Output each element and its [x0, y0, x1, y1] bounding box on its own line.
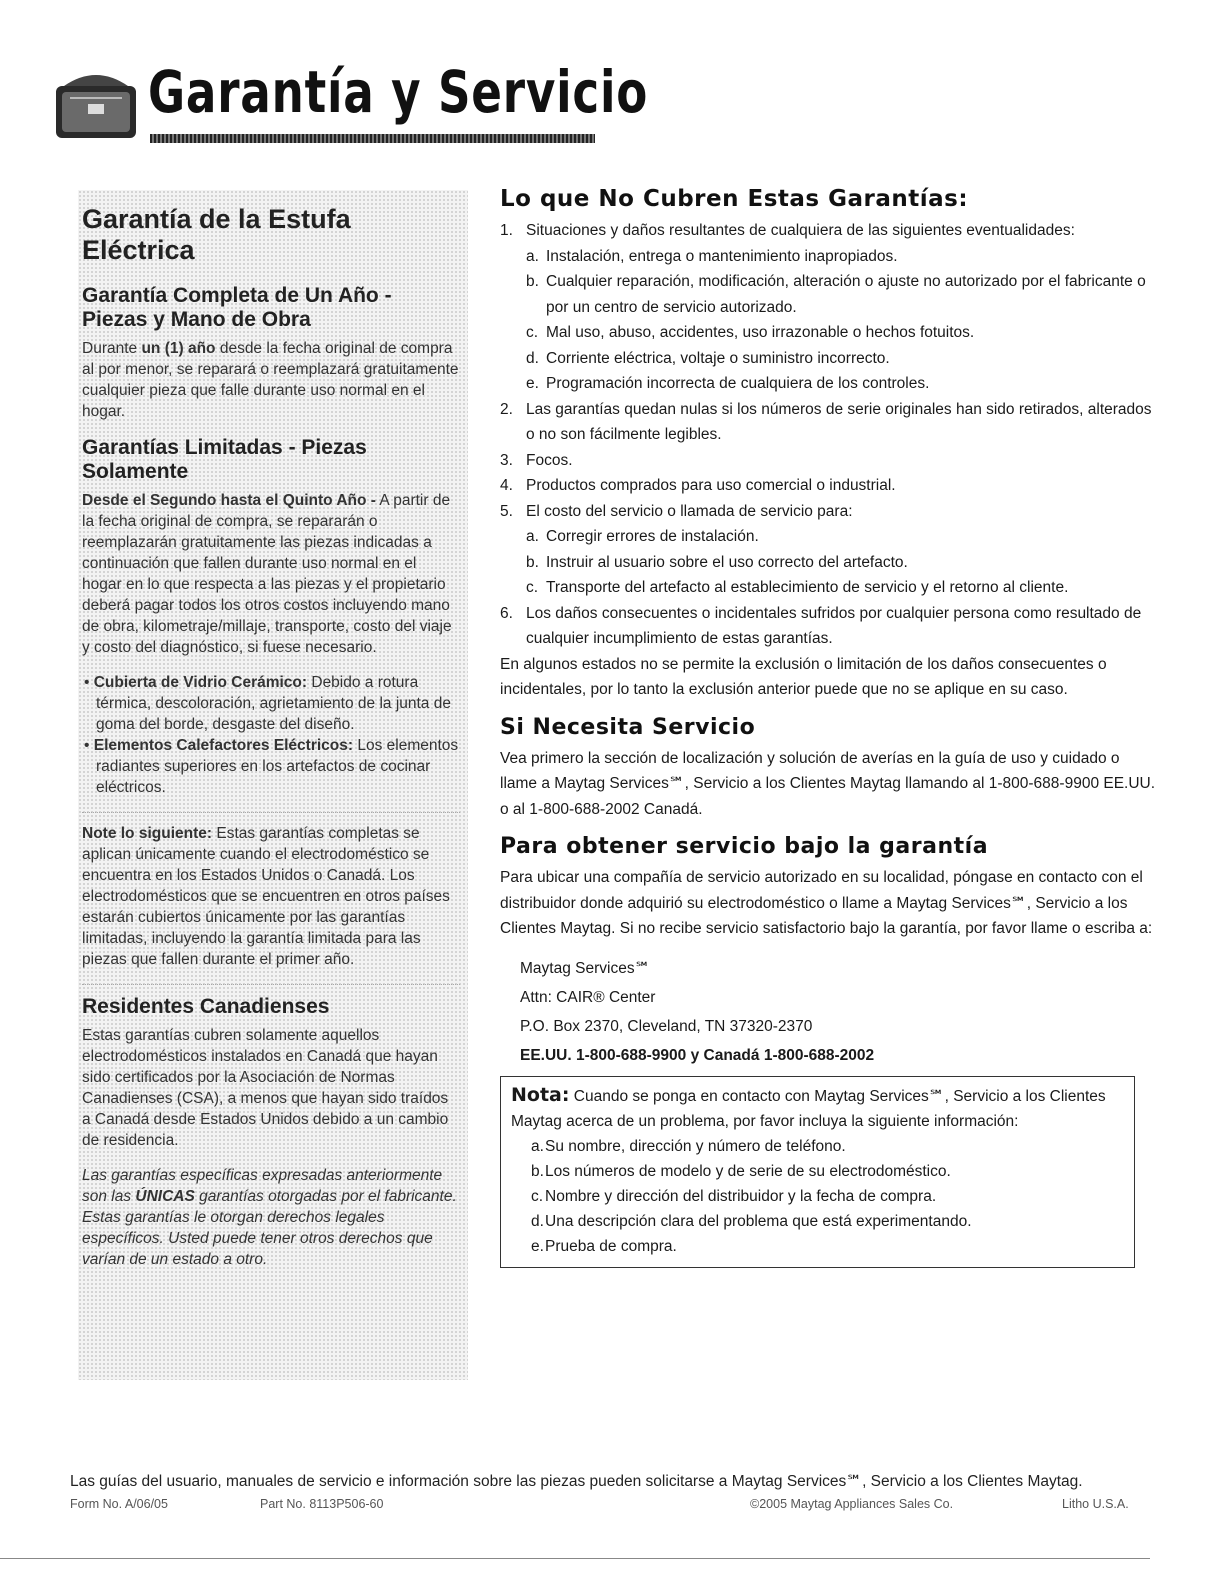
- list-item: • Cubierta de Vidrio Cerámico: Debido a rotura térmica, descoloración, agrietamiento de la junta de goma del borde, desgaste del diseño.: [84, 674, 451, 733]
- note-text: Note lo siguiente: Estas garantías completas se aplican únicamente cuando el electrodoméstico se encuentra en los Estados Unidos o Canadá. Los electrodomésticos que se encuentren en otros países estarán cubiertos únicamente por las garantías limitadas, incluyendo la garantía limitada para las piezas que fallen durante el primer año.: [82, 825, 450, 968]
- warranty-heading: Garantía de la Estufa Eléctrica: [82, 204, 351, 265]
- toolbox-icon: [50, 64, 142, 144]
- exclusions-heading: Lo que No Cubren Estas Garantías:: [500, 186, 969, 212]
- list-item: 6. Los daños consecuentes o incidentales sufridos por cualquier persona como resultado de cualquier incumplimiento de estas garantías.: [500, 604, 1142, 647]
- list-item: d. Corriente eléctrica, voltaje o suministro incorrecto.: [526, 349, 890, 367]
- litho: Litho U.S.A.: [1062, 1497, 1129, 1511]
- divider: [82, 812, 460, 813]
- limited-warranty-text: Desde el Segundo hasta el Quinto Año - A partir de la fecha original de compra, se repararán o reemplazarán gratuitamente las piezas indicadas a continuación que fallen durante uso normal en el hogar en lo que respecta a las piezas y el propietario deberá pagar todos los otros costos incluyendo mano de obra, kilometraje/millaje, transporte, costo del viaje y costo del diagnóstico, si fuese necesario.: [82, 492, 452, 656]
- nota-text: Nota: Cuando se ponga en contacto con Maytag Services℠, Servicio a los Clientes Maytag acerca de un problema, por favor incluya la siguiente información:: [511, 1083, 1106, 1130]
- canadian-residents-text: Estas garantías cubren solamente aquellos electrodomésticos instalados en Canadá que hayan sido certificados por la Asociación de Normas Canadienses (CSA), a menos que hayan sido traídos a Canadá desde Estados Unidos debido a un cambio de residencia.: [82, 1027, 449, 1149]
- exclusions-list: [500, 218, 1160, 652]
- page-footer: [70, 1472, 1150, 1519]
- copyright: ©2005 Maytag Appliances Sales Co.: [750, 1497, 954, 1511]
- address-line: Maytag Services℠: [520, 959, 651, 977]
- list-item: b. Instruir al usuario sobre el uso correcto del artefacto.: [526, 553, 908, 571]
- list-item: 2. Las garantías quedan nulas si los números de serie originales han sido retirados, alterados o no son fácilmente legibles.: [500, 400, 1152, 443]
- list-item: • Elementos Calefactores Eléctricos: Los elementos radiantes superiores en los artefactos de cocinar eléctricos.: [84, 737, 459, 796]
- canadian-residents-title: Residentes Canadienses: [82, 995, 330, 1018]
- page-bottom-rule: [0, 1558, 1150, 1559]
- title-underline: [150, 134, 595, 143]
- footer-meta: [70, 1497, 1150, 1519]
- list-item: d. Una descripción clara del problema que está experimentando.: [531, 1212, 972, 1230]
- list-item: b. Cualquier reparación, modificación, alteración o ajuste no autorizado por el fabricante o por un centro de servicio autorizado.: [526, 273, 1146, 316]
- list-item: 3. Focos.: [500, 451, 573, 469]
- list-item: e. Prueba de compra.: [531, 1237, 677, 1255]
- full-warranty-title: Garantía Completa de Un Año - Piezas y Mano de Obra: [82, 284, 392, 331]
- limited-parts-list: [82, 672, 460, 798]
- phone-numbers: EE.UU. 1-800-688-9900 y Canadá 1-800-688-2002: [520, 1046, 875, 1064]
- list-item: c. Transporte del artefacto al establecimiento de servicio y el retorno al cliente.: [526, 579, 1069, 596]
- list-item: 1. Situaciones y daños resultantes de cualquiera de las siguientes eventualidades: a. Instalación, entrega o mantenimiento inapropiados. b. Cualquier reparación, modificación, alteración o ajuste no autorizado por el fabricante o por un centro de servicio autorizado. c. Mal uso, abuso, accidentes, uso irrazonable o hechos fotuitos. d. Corriente eléctrica, voltaje o suministro incorrecto. e. Programación incorrecta de cualquiera de los controles.: [500, 218, 1160, 397]
- warranty-sidebar: [78, 190, 468, 1380]
- page-title: Garantía y Servicio: [148, 58, 649, 126]
- address-line: P.O. Box 2370, Cleveland, TN 37320-2370: [520, 1017, 813, 1035]
- service-heading: Si Necesita Servicio: [500, 714, 756, 740]
- divider: [82, 984, 460, 985]
- sub-list: [500, 244, 1160, 397]
- warranty-service-heading: Para obtener servicio bajo la garantía: [500, 834, 989, 859]
- exclusions-note: En algunos estados no se permite la exclusión o limitación de los daños consecuentes o incidentales, por lo tanto la exclusión anterior puede que no se aplique en su caso.: [500, 655, 1107, 698]
- form-number: Form No. A/06/05: [70, 1497, 168, 1511]
- list-item: 4. Productos comprados para uso comercial o industrial.: [500, 477, 896, 494]
- list-item: b. Los números de modelo y de serie de su electrodoméstico.: [531, 1162, 951, 1180]
- limited-warranty-title: Garantías Limitadas - Piezas Solamente: [82, 436, 367, 483]
- footer-note: Las guías del usuario, manuales de servicio e información sobre las piezas pueden solicitarse a Maytag Services℠, Servicio a los Clientes Maytag.: [70, 1473, 1083, 1490]
- full-warranty-text: Durante un (1) año desde la fecha original de compra al por menor, se reparará o reemplazará gratuitamente cualquier pieza que falle durante uso normal en el hogar.: [82, 340, 459, 420]
- nota-list: [511, 1134, 1124, 1259]
- list-item: c. Mal uso, abuso, accidentes, uso irrazonable o hechos fotuitos.: [526, 324, 975, 341]
- sub-list: [500, 524, 1160, 601]
- list-item: c. Nombre y dirección del distribuidor y la fecha de compra.: [531, 1187, 937, 1205]
- address-line: Attn: CAIR® Center: [520, 988, 656, 1006]
- nota-box: [500, 1076, 1135, 1268]
- part-number: Part No. 8113P506-60: [260, 1497, 384, 1511]
- list-item: 5. El costo del servicio o llamada de servicio para: a. Corregir errores de instalación. b. Instruir al usuario sobre el uso correcto del artefacto. c. Transporte del artefacto al establecimiento de servicio y el retorno al cliente.: [500, 499, 1160, 601]
- list-item: a. Instalación, entrega o mantenimiento inapropiados.: [526, 247, 898, 265]
- service-text: Vea primero la sección de localización y solución de averías en la guía de uso y cuidado o llame a Maytag Services℠, Servicio a los Clientes Maytag llamando al 1-800-688-9900 EE.UU. o al 1-800-688-2002 Canadá.: [500, 749, 1156, 818]
- warranty-service-text: Para ubicar una compañía de servicio autorizado en su localidad, póngase en contacto con el distribuidor donde adquirió su electrodoméstico o llame a Maytag Services℠, Servicio a los Clientes Maytag. Si no recibe servicio satisfactorio bajo la garantía, por favor llame o escriba a:: [500, 869, 1153, 937]
- list-item: e. Programación incorrecta de cualquiera de los controles.: [526, 375, 930, 392]
- list-item: a. Corregir errores de instalación.: [526, 528, 759, 545]
- list-item: a. Su nombre, dirección y número de teléfono.: [531, 1137, 846, 1155]
- mailing-address: [500, 954, 1160, 1070]
- legal-rights-text: Las garantías específicas expresadas anteriormente son las ÚNICAS garantías otorgadas por el fabricante. Estas garantías le otorgan derechos legales específicos. Usted puede tener otros derechos que varían de un estado a otro.: [82, 1167, 457, 1268]
- main-content: [500, 186, 1160, 1268]
- page-header: [50, 52, 649, 152]
